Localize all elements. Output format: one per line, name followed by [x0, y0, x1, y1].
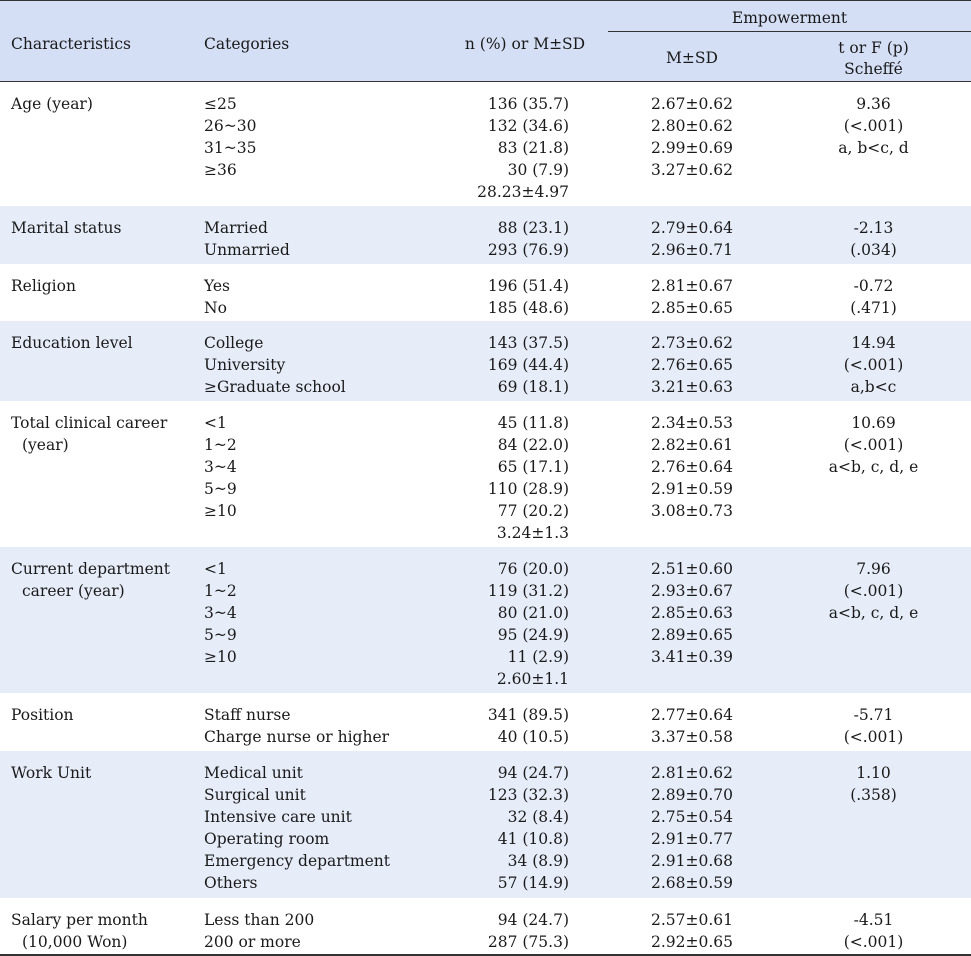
empowerment-msd-cell: 2.85±0.63: [650, 604, 733, 622]
empowerment-msd-cell: 2.57±0.61: [650, 911, 733, 929]
characteristic-label: Age (year): [11, 95, 93, 113]
category-cell: Staff nurse: [204, 706, 291, 724]
header-scheffe: Scheffé: [844, 60, 903, 78]
characteristic-label: Education level: [11, 334, 133, 352]
category-cell: 3~4: [204, 458, 237, 476]
test-stat-cell: a<b, c, d, e: [828, 604, 919, 622]
header-categories: Categories: [204, 35, 290, 53]
empowerment-msd-cell: 3.21±0.63: [650, 378, 733, 396]
n-pct-cell: 34 (8.9): [507, 852, 569, 870]
n-pct-cell: 45 (11.8): [497, 414, 569, 432]
table-bottom-rule: [0, 954, 971, 956]
category-cell: 200 or more: [204, 933, 301, 951]
empowerment-msd-cell: 2.92±0.65: [650, 933, 733, 951]
n-pct-cell: 69 (18.1): [497, 378, 569, 396]
test-stat-cell: (<.001): [843, 356, 904, 374]
empowerment-msd-cell: 2.89±0.65: [650, 626, 733, 644]
category-cell: 1~2: [204, 582, 237, 600]
empowerment-msd-cell: 2.68±0.59: [650, 874, 733, 892]
n-pct-cell: 11 (2.9): [507, 648, 569, 666]
category-cell: Unmarried: [204, 241, 290, 259]
n-pct-cell: 185 (48.6): [487, 299, 569, 317]
test-stat-cell: -4.51: [853, 911, 894, 929]
test-stat-cell: -5.71: [853, 706, 894, 724]
test-stat-cell: 1.10: [856, 764, 891, 782]
table-header: [0, 0, 971, 82]
n-pct-cell: 196 (51.4): [487, 277, 569, 295]
test-stat-cell: (.034): [850, 241, 897, 259]
empowerment-msd-cell: 2.76±0.64: [650, 458, 733, 476]
n-pct-cell: 341 (89.5): [487, 706, 569, 724]
n-pct-cell: 94 (24.7): [497, 911, 569, 929]
empowerment-msd-cell: 2.99±0.69: [650, 139, 733, 157]
category-cell: ≥10: [204, 648, 237, 666]
empowerment-msd-cell: 2.81±0.62: [650, 764, 733, 782]
n-pct-cell: 57 (14.9): [497, 874, 569, 892]
table-row-group: [0, 751, 971, 898]
table-row-group: [0, 206, 971, 264]
table-row-group: [0, 401, 971, 547]
empowerment-msd-cell: 3.08±0.73: [650, 502, 733, 520]
empowerment-msd-cell: 2.91±0.68: [650, 852, 733, 870]
characteristic-label: Salary per month: [11, 911, 148, 929]
n-pct-cell: 95 (24.9): [497, 626, 569, 644]
empowerment-msd-cell: 2.73±0.62: [650, 334, 733, 352]
n-pct-cell: 110 (28.9): [487, 480, 569, 498]
empowerment-msd-cell: 2.34±0.53: [650, 414, 733, 432]
header-divider: [608, 31, 971, 32]
n-pct-cell: 119 (31.2): [487, 582, 569, 600]
test-stat-cell: 10.69: [851, 414, 896, 432]
empowerment-msd-cell: 2.89±0.70: [650, 786, 733, 804]
header-test: t or F (p): [838, 39, 909, 57]
category-cell: Surgical unit: [204, 786, 306, 804]
n-pct-cell: 65 (17.1): [497, 458, 569, 476]
test-stat-cell: (<.001): [843, 933, 904, 951]
category-cell: Medical unit: [204, 764, 303, 782]
empowerment-msd-cell: 2.91±0.59: [650, 480, 733, 498]
category-cell: University: [204, 356, 286, 374]
characteristic-label-cont: career (year): [22, 582, 125, 600]
test-stat-cell: a, b<c, d: [838, 139, 909, 157]
category-cell: <1: [204, 560, 227, 578]
table-row-group: [0, 321, 971, 401]
empowerment-msd-cell: 2.82±0.61: [650, 436, 733, 454]
category-cell: Operating room: [204, 830, 330, 848]
n-pct-cell: 132 (34.6): [487, 117, 569, 135]
n-pct-cell: 287 (75.3): [487, 933, 569, 951]
test-stat-cell: -0.72: [853, 277, 894, 295]
category-cell: ≥36: [204, 161, 237, 179]
test-stat-cell: (.358): [850, 786, 897, 804]
category-cell: Intensive care unit: [204, 808, 352, 826]
test-stat-cell: a<b, c, d, e: [828, 458, 919, 476]
n-pct-cell: 94 (24.7): [497, 764, 569, 782]
table-row-group: [0, 264, 971, 321]
empowerment-msd-cell: 2.85±0.65: [650, 299, 733, 317]
category-cell: 3~4: [204, 604, 237, 622]
category-cell: 26~30: [204, 117, 257, 135]
n-pct-cell: 76 (20.0): [497, 560, 569, 578]
test-stat-cell: 9.36: [856, 95, 891, 113]
characteristic-label: Work Unit: [11, 764, 92, 782]
test-stat-cell: 14.94: [851, 334, 896, 352]
n-pct-cell: 3.24±1.3: [496, 524, 569, 542]
characteristic-label: Position: [11, 706, 74, 724]
empowerment-msd-cell: 2.76±0.65: [650, 356, 733, 374]
empowerment-msd-cell: 3.27±0.62: [650, 161, 733, 179]
n-pct-cell: 136 (35.7): [487, 95, 569, 113]
category-cell: Charge nurse or higher: [204, 728, 390, 746]
table-row-group: [0, 82, 971, 206]
category-cell: 5~9: [204, 480, 237, 498]
n-pct-cell: 40 (10.5): [497, 728, 569, 746]
category-cell: Others: [204, 874, 258, 892]
category-cell: ≥Graduate school: [204, 378, 346, 396]
n-pct-cell: 123 (32.3): [487, 786, 569, 804]
n-pct-cell: 293 (76.9): [487, 241, 569, 259]
test-stat-cell: (<.001): [843, 582, 904, 600]
characteristic-label-cont: (year): [22, 436, 69, 454]
test-stat-cell: 7.96: [856, 560, 891, 578]
test-stat-cell: -2.13: [853, 219, 894, 237]
empowerment-msd-cell: 2.91±0.77: [650, 830, 733, 848]
test-stat-cell: (<.001): [843, 728, 904, 746]
empowerment-msd-cell: 2.75±0.54: [650, 808, 733, 826]
n-pct-cell: 169 (44.4): [487, 356, 569, 374]
n-pct-cell: 32 (8.4): [507, 808, 569, 826]
category-cell: Less than 200: [204, 911, 315, 929]
category-cell: 31~35: [204, 139, 257, 157]
empowerment-msd-cell: 2.93±0.67: [650, 582, 733, 600]
category-cell: <1: [204, 414, 227, 432]
category-cell: College: [204, 334, 264, 352]
n-pct-cell: 83 (21.8): [497, 139, 569, 157]
test-stat-cell: (<.001): [843, 117, 904, 135]
n-pct-cell: 77 (20.2): [497, 502, 569, 520]
category-cell: ≥10: [204, 502, 237, 520]
table-row-group: [0, 693, 971, 751]
characteristic-label: Total clinical career: [11, 414, 168, 432]
n-pct-cell: 80 (21.0): [497, 604, 569, 622]
n-pct-cell: 30 (7.9): [507, 161, 569, 179]
empowerment-msd-cell: 2.81±0.67: [650, 277, 733, 295]
table-row-group: [0, 547, 971, 693]
empowerment-msd-cell: 2.77±0.64: [650, 706, 733, 724]
n-pct-cell: 41 (10.8): [497, 830, 569, 848]
empowerment-msd-cell: 3.41±0.39: [650, 648, 733, 666]
n-pct-cell: 2.60±1.1: [496, 670, 569, 688]
empowerment-msd-cell: 2.51±0.60: [650, 560, 733, 578]
header-empowerment: Empowerment: [731, 9, 848, 27]
empowerment-msd-cell: 3.37±0.58: [650, 728, 733, 746]
empowerment-msd-cell: 2.67±0.62: [650, 95, 733, 113]
characteristic-label: Marital status: [11, 219, 122, 237]
characteristic-label: Current department: [11, 560, 170, 578]
empowerment-msd-cell: 2.80±0.62: [650, 117, 733, 135]
category-cell: 5~9: [204, 626, 237, 644]
category-cell: Married: [204, 219, 268, 237]
category-cell: ≤25: [204, 95, 237, 113]
n-pct-cell: 143 (37.5): [487, 334, 569, 352]
empowerment-msd-cell: 2.79±0.64: [650, 219, 733, 237]
test-stat-cell: (<.001): [843, 436, 904, 454]
header-characteristics: Characteristics: [11, 35, 131, 53]
n-pct-cell: 88 (23.1): [497, 219, 569, 237]
characteristic-label-cont: (10,000 Won): [22, 933, 128, 951]
characteristic-label: Religion: [11, 277, 76, 295]
test-stat-cell: a,b<c: [850, 378, 897, 396]
header-msd: M±SD: [666, 49, 718, 67]
empowerment-msd-cell: 2.96±0.71: [650, 241, 733, 259]
category-cell: No: [204, 299, 227, 317]
test-stat-cell: (.471): [850, 299, 897, 317]
category-cell: Yes: [204, 277, 231, 295]
table-row-group: [0, 898, 971, 954]
category-cell: Emergency department: [204, 852, 391, 870]
category-cell: 1~2: [204, 436, 237, 454]
header-n-pct: n (%) or M±SD: [464, 35, 586, 53]
n-pct-cell: 84 (22.0): [497, 436, 569, 454]
n-pct-cell: 28.23±4.97: [477, 183, 569, 201]
